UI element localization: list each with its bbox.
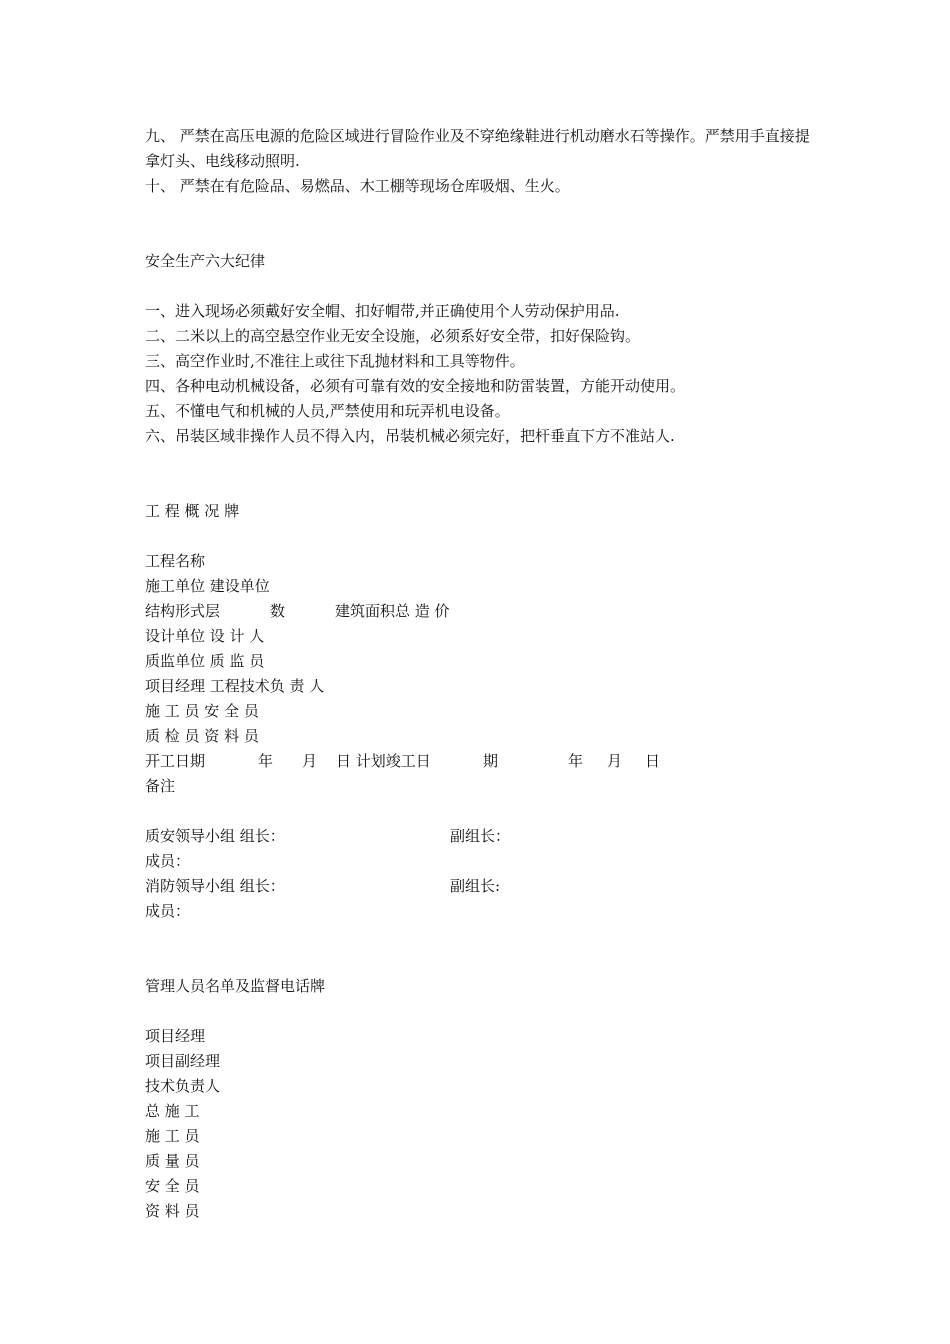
staff-item: 资 料 员 xyxy=(145,1202,200,1220)
remarks-label: 备注 xyxy=(145,777,176,795)
safety-deputy-label: 副组长： xyxy=(450,827,511,845)
safety-leader-label: 质安领导小组 组长： xyxy=(145,827,285,845)
discipline-item: 六、吊装区域非操作人员不得入内，吊装机械必须完好，把杆垂直下方不准站人. xyxy=(145,427,675,445)
end-month-label: 月 xyxy=(607,752,623,770)
start-date-label: 开工日期 xyxy=(145,752,206,770)
document-page xyxy=(145,124,810,1224)
units-label: 施工单位 建设单位 xyxy=(145,577,270,595)
structure-label: 结构形式层 xyxy=(145,602,221,620)
design-label: 设计单位 设 计 人 xyxy=(145,627,265,645)
constructor-label: 施 工 员 安 全 员 xyxy=(145,702,259,720)
fire-group-row xyxy=(145,874,810,899)
discipline-item: 二、二米以上的高空悬空作业无安全设施，必须系好安全带，扣好保险钩。 xyxy=(145,327,641,345)
floors-label: 数 xyxy=(270,602,286,620)
rule-item-9: 九、 严禁在高压电源的危险区域进行冒险作业及不穿绝缘鞋进行机动磨水石等操作。严禁用手直接提拿灯头、电线移动照明. xyxy=(145,127,810,170)
staff-item: 技术负责人 xyxy=(145,1077,221,1095)
staff-item: 总 施 工 xyxy=(145,1102,200,1120)
manager-label: 项目经理 工程技术负 责 人 xyxy=(145,677,325,695)
project-board-title: 工 程 概 况 牌 xyxy=(145,502,240,520)
staff-item: 项目经理 xyxy=(145,1027,206,1045)
inspector-label: 质 检 员 资 料 员 xyxy=(145,727,259,745)
period-label: 期 xyxy=(483,752,499,770)
fire-members-label: 成员： xyxy=(145,902,191,920)
dates-row xyxy=(145,749,810,774)
staff-board-title: 管理人员名单及监督电话牌 xyxy=(145,977,326,995)
staff-item: 质 量 员 xyxy=(145,1152,200,1170)
discipline-item: 一、进入现场必须戴好安全帽、扣好帽带,并正确使用个人劳动保护用品. xyxy=(145,302,620,320)
discipline-item: 三、高空作业时,不准往上或往下乱抛材料和工具等物件。 xyxy=(145,352,525,370)
start-month-label: 月 xyxy=(302,752,318,770)
staff-item: 施 工 员 xyxy=(145,1127,200,1145)
discipline-item: 四、各种电动机械设备，必须有可靠有效的安全接地和防雷装置，方能开动使用。 xyxy=(145,377,686,395)
planned-end-label: 日 计划竣工日 xyxy=(336,752,431,770)
safety-members-label: 成员： xyxy=(145,852,191,870)
discipline-item: 五、不懂电气和机械的人员,严禁使用和玩弄机电设备。 xyxy=(145,402,510,420)
fire-leader-label: 消防领导小组 组长： xyxy=(145,877,285,895)
end-year-label: 年 xyxy=(568,752,584,770)
staff-item: 安 全 员 xyxy=(145,1177,200,1195)
discipline-title: 安全生产六大纪律 xyxy=(145,252,266,270)
safety-group-row xyxy=(145,824,810,849)
rule-item-10: 十、 严禁在有危险品、易燃品、木工棚等现场仓库吸烟、生火。 xyxy=(145,177,570,195)
staff-item: 项目副经理 xyxy=(145,1052,221,1070)
area-cost-label: 建筑面积总 造 价 xyxy=(335,602,450,620)
project-name-label: 工程名称 xyxy=(145,552,206,570)
fire-deputy-label: 副组长: xyxy=(450,877,501,895)
end-day-label: 日 xyxy=(645,752,661,770)
start-year-label: 年 xyxy=(258,752,274,770)
quality-label: 质监单位 质 监 员 xyxy=(145,652,265,670)
structure-row xyxy=(145,599,810,624)
